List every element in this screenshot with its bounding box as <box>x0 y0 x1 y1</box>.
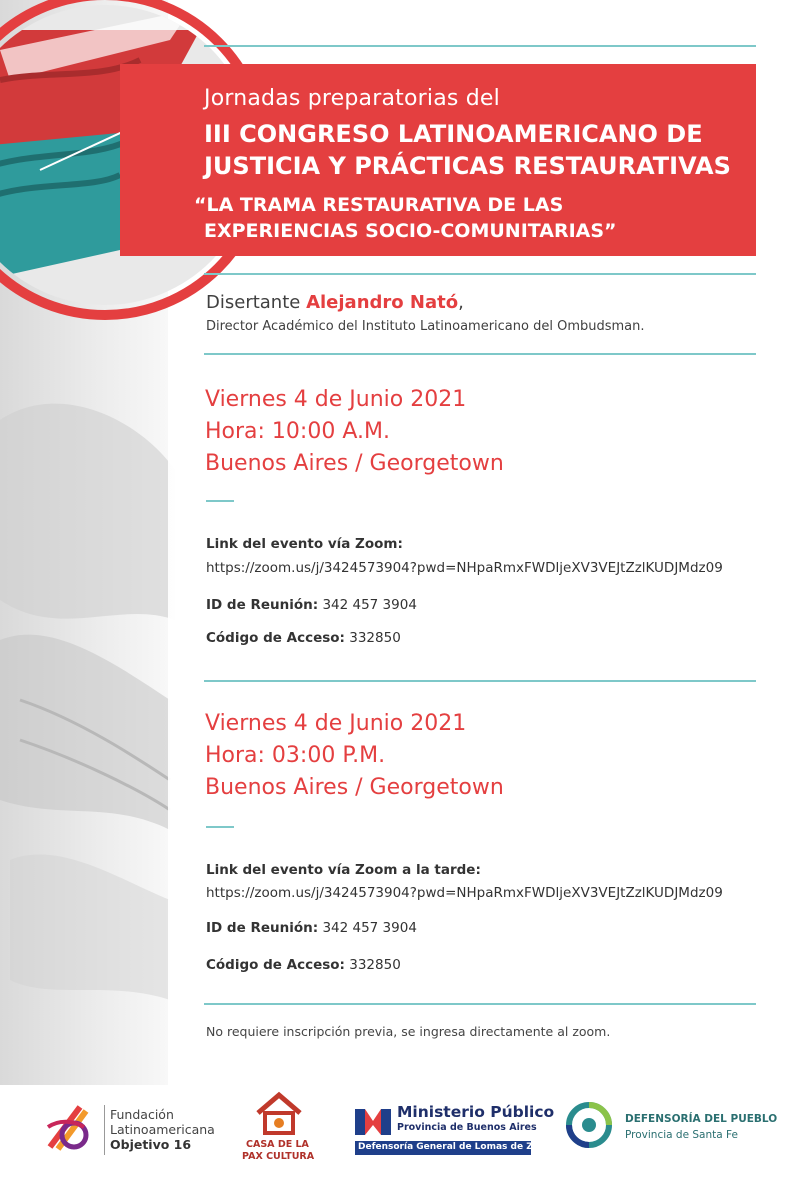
logo-ministerio-publico <box>355 1103 565 1163</box>
registration-note: No requiere inscripción previa, se ingresa directamente al zoom. <box>206 1024 611 1039</box>
speaker-suffix: , <box>458 292 464 313</box>
speaker-name: Alejandro Nató <box>306 292 459 313</box>
session1-link-label: Link del evento vía Zoom: <box>206 536 403 552</box>
house-icon <box>254 1091 304 1137</box>
session2-zoom-link[interactable]: https://zoom.us/j/3424573904?pwd=NHpaRmxFWDljeXV3VEJtZzlKUDJMdz09 <box>206 885 723 901</box>
session2-link-label: Link del evento vía Zoom a la tarde: <box>206 862 481 878</box>
logo-casa-pax-cultura <box>240 1091 320 1171</box>
session2-date: Viernes 4 de Junio 2021 <box>205 711 467 736</box>
banner-divider <box>204 273 756 275</box>
casa-line1: CASA DE LA <box>246 1139 309 1150</box>
logo-fundacion-objetivo16 <box>40 1097 220 1167</box>
session2-place: Buenos Aires / Georgetown <box>205 775 504 800</box>
speaker-prefix: Disertante <box>206 292 301 313</box>
speaker-divider <box>204 353 756 355</box>
session1-place: Buenos Aires / Georgetown <box>205 451 504 476</box>
speaker-role: Director Académico del Instituto Latinoamericano del Ombudsman. <box>206 319 645 334</box>
session1-access-code: Código de Acceso: 332850 <box>206 630 401 646</box>
session1-date: Viernes 4 de Junio 2021 <box>205 387 467 412</box>
session2-meeting-id-value: 342 457 3904 <box>322 920 417 936</box>
casa-line2: PAX CULTURA <box>242 1151 315 1162</box>
objetivo16-icon <box>40 1097 100 1157</box>
session2-access-code-value: 332850 <box>349 957 401 973</box>
speaker-line <box>206 292 464 313</box>
event-quote-line1: “LA TRAMA RESTAURATIVA DE LAS <box>194 194 564 216</box>
fundacion-line3: Objetivo 16 <box>110 1137 192 1152</box>
session-divider <box>204 680 756 682</box>
logo-defensoria-pueblo <box>565 1101 778 1161</box>
title-banner <box>120 64 756 256</box>
fundacion-line2: Latinoamericana <box>110 1122 215 1137</box>
session2-meeting-id: ID de Reunión: 342 457 3904 <box>206 920 417 936</box>
defensoria-sub: Provincia de Santa Fe <box>625 1129 738 1141</box>
top-divider <box>204 45 756 47</box>
session1-time: Hora: 10:00 A.M. <box>205 419 390 444</box>
session2-time: Hora: 03:00 P.M. <box>205 743 386 768</box>
session2-short-rule <box>206 826 234 828</box>
event-title-line2: JUSTICIA Y PRÁCTICAS RESTAURATIVAS <box>204 152 731 180</box>
footer-divider <box>204 1003 756 1005</box>
ministerio-band: Defensoría General de Lomas de Zamora <box>358 1142 565 1152</box>
session1-access-code-value: 332850 <box>349 630 401 646</box>
defensoria-icon <box>565 1101 613 1149</box>
sponsor-logos <box>0 1085 800 1200</box>
event-title-line1: III CONGRESO LATINOAMERICANO DE <box>204 120 703 148</box>
event-subtitle: Jornadas preparatorias del <box>204 86 500 111</box>
ministerio-title: Ministerio Público <box>397 1103 555 1121</box>
defensoria-title: DEFENSORÍA DEL PUEBLO <box>625 1113 778 1125</box>
ministerio-mark-icon <box>355 1105 391 1137</box>
session2-access-code: Código de Acceso: 332850 <box>206 957 401 973</box>
fundacion-line1: Fundación <box>110 1107 174 1122</box>
session1-meeting-id: ID de Reunión: 342 457 3904 <box>206 597 417 613</box>
session1-zoom-link[interactable]: https://zoom.us/j/3424573904?pwd=NHpaRmxFWDljeXV3VEJtZzlKUDJMdz09 <box>206 560 723 576</box>
event-quote-line2: EXPERIENCIAS SOCIO-COMUNITARIAS” <box>204 220 617 242</box>
ministerio-sub: Provincia de Buenos Aires <box>397 1122 537 1133</box>
session1-meeting-id-value: 342 457 3904 <box>322 597 417 613</box>
session1-short-rule <box>206 500 234 502</box>
